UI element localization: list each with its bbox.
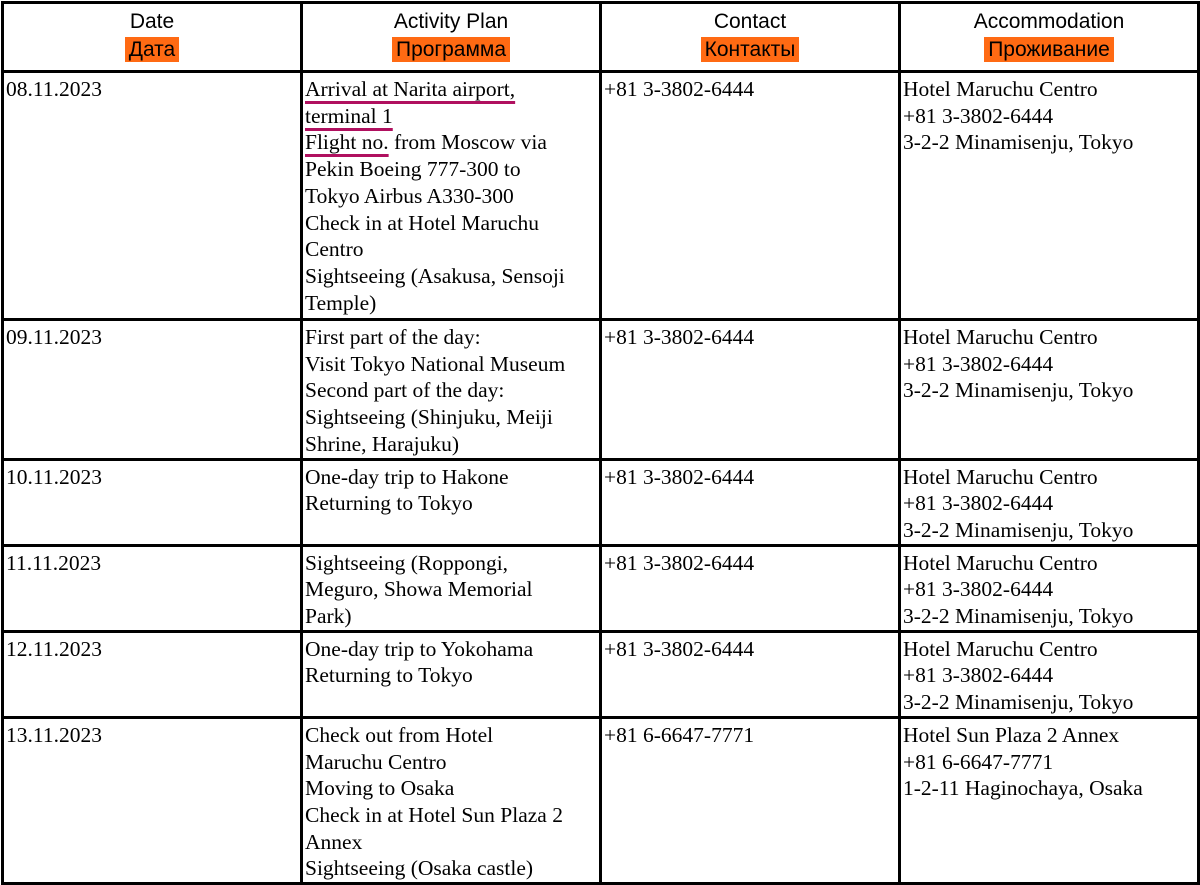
header-contact-ru: Контакты bbox=[701, 37, 800, 62]
plan-line: Annex bbox=[305, 829, 363, 854]
plan-line: One-day trip to Yokohama bbox=[305, 636, 534, 661]
plan-line: Second part of the day: bbox=[305, 378, 505, 403]
plan-line-flight-no: Flight no. bbox=[305, 130, 389, 155]
accommodation-cell bbox=[900, 72, 1199, 320]
hotel-phone: +81 6-6647-7771 bbox=[903, 749, 1054, 774]
date-cell bbox=[3, 72, 302, 320]
header-contact bbox=[601, 3, 900, 72]
hotel-address: 1-2-11 Haginochaya, Osaka bbox=[903, 776, 1143, 801]
accommodation-cell bbox=[900, 320, 1199, 460]
plan-line: Park) bbox=[305, 604, 352, 629]
contact-phone: +81 3-3802-6444 bbox=[604, 464, 755, 489]
header-date bbox=[3, 3, 302, 72]
hotel-name: Hotel Maruchu Centro bbox=[903, 550, 1098, 575]
plan-line: Returning to Tokyo bbox=[305, 491, 473, 516]
contact-cell bbox=[601, 631, 900, 717]
contact-phone: +81 6-6647-7771 bbox=[604, 722, 755, 747]
plan-line: Sightseeing (Shinjuku, Meiji bbox=[305, 405, 553, 430]
plan-line: Tokyo Airbus A330-300 bbox=[305, 183, 514, 208]
activity-plan-cell bbox=[302, 717, 601, 883]
contact-cell bbox=[601, 545, 900, 631]
plan-line: Arrival at Narita airport, bbox=[305, 77, 516, 101]
header-accommodation-en: Accommodation bbox=[973, 10, 1125, 33]
hotel-address: 3-2-2 Minamisenju, Tokyo bbox=[903, 517, 1134, 542]
hotel-address: 3-2-2 Minamisenju, Tokyo bbox=[903, 604, 1134, 629]
date-text: 09.11.2023 bbox=[6, 325, 102, 349]
header-date-ru: Дата bbox=[125, 37, 180, 62]
contact-phone: +81 3-3802-6444 bbox=[604, 325, 755, 349]
table-row bbox=[3, 320, 1199, 460]
plan-line: Returning to Tokyo bbox=[305, 663, 473, 688]
contact-phone: +81 3-3802-6444 bbox=[604, 550, 755, 575]
date-text: 08.11.2023 bbox=[6, 77, 102, 101]
plan-line: Visit Tokyo National Museum bbox=[305, 351, 566, 376]
plan-line: Centro bbox=[305, 237, 364, 262]
table-row bbox=[3, 631, 1199, 717]
header-activity-plan-en: Activity Plan bbox=[393, 10, 509, 33]
plan-line: First part of the day: bbox=[305, 325, 481, 349]
hotel-address: 3-2-2 Minamisenju, Tokyo bbox=[903, 130, 1134, 155]
contact-phone: +81 3-3802-6444 bbox=[604, 77, 755, 101]
plan-line: Sightseeing (Asakusa, Sensoji bbox=[305, 263, 565, 288]
hotel-name: Hotel Maruchu Centro bbox=[903, 636, 1098, 661]
hotel-phone: +81 3-3802-6444 bbox=[903, 491, 1054, 516]
header-accommodation-ru: Проживание bbox=[984, 37, 1114, 62]
plan-line: from Moscow via bbox=[388, 130, 547, 155]
hotel-phone: +81 3-3802-6444 bbox=[903, 577, 1054, 602]
contact-cell bbox=[601, 459, 900, 545]
plan-line: Check out from Hotel bbox=[305, 722, 494, 747]
plan-line: Sightseeing (Roppongi, bbox=[305, 550, 509, 575]
plan-line: Sightseeing (Osaka castle) bbox=[305, 856, 534, 881]
date-cell bbox=[3, 320, 302, 460]
hotel-name: Hotel Maruchu Centro bbox=[903, 77, 1098, 101]
plan-line: Pekin Boeing 777-300 to bbox=[305, 157, 521, 182]
date-cell bbox=[3, 459, 302, 545]
activity-plan-cell bbox=[302, 72, 601, 320]
hotel-name: Hotel Sun Plaza 2 Annex bbox=[903, 722, 1120, 747]
contact-cell bbox=[601, 320, 900, 460]
date-text: 10.11.2023 bbox=[6, 464, 102, 489]
itinerary-table bbox=[1, 1, 1200, 885]
hotel-phone: +81 3-3802-6444 bbox=[903, 663, 1054, 688]
accommodation-cell bbox=[900, 545, 1199, 631]
contact-phone: +81 3-3802-6444 bbox=[604, 636, 755, 661]
header-accommodation bbox=[900, 3, 1199, 72]
plan-line: terminal 1 bbox=[305, 103, 393, 128]
plan-line: Temple) bbox=[305, 290, 377, 315]
hotel-address: 3-2-2 Minamisenju, Tokyo bbox=[903, 378, 1134, 403]
activity-plan-cell bbox=[302, 545, 601, 631]
date-cell bbox=[3, 717, 302, 883]
plan-line: One-day trip to Hakone bbox=[305, 464, 509, 489]
contact-cell bbox=[601, 717, 900, 883]
plan-line: Shrine, Harajuku) bbox=[305, 431, 460, 456]
accommodation-cell bbox=[900, 459, 1199, 545]
date-text: 13.11.2023 bbox=[6, 722, 102, 747]
table-row bbox=[3, 717, 1199, 883]
header-contact-en: Contact bbox=[713, 10, 787, 33]
activity-plan-cell bbox=[302, 631, 601, 717]
plan-line: Meguro, Showa Memorial bbox=[305, 577, 533, 602]
header-activity-plan bbox=[302, 3, 601, 72]
header-row bbox=[3, 3, 1199, 72]
date-cell bbox=[3, 631, 302, 717]
activity-plan-cell bbox=[302, 320, 601, 460]
plan-line: Moving to Osaka bbox=[305, 776, 455, 801]
date-text: 12.11.2023 bbox=[6, 636, 102, 661]
header-date-en: Date bbox=[129, 10, 175, 33]
date-cell bbox=[3, 545, 302, 631]
accommodation-cell bbox=[900, 717, 1199, 883]
table-row bbox=[3, 459, 1199, 545]
accommodation-cell bbox=[900, 631, 1199, 717]
contact-cell bbox=[601, 72, 900, 320]
hotel-phone: +81 3-3802-6444 bbox=[903, 351, 1054, 376]
plan-line: Check in at Hotel Sun Plaza 2 bbox=[305, 802, 563, 827]
hotel-name: Hotel Maruchu Centro bbox=[903, 325, 1098, 349]
activity-plan-cell bbox=[302, 459, 601, 545]
hotel-address: 3-2-2 Minamisenju, Tokyo bbox=[903, 690, 1134, 715]
date-text: 11.11.2023 bbox=[6, 550, 102, 575]
header-activity-plan-ru: Программа bbox=[392, 37, 510, 62]
table-row bbox=[3, 545, 1199, 631]
table-row bbox=[3, 72, 1199, 320]
plan-line: Maruchu Centro bbox=[305, 749, 447, 774]
plan-line: Check in at Hotel Maruchu bbox=[305, 210, 540, 235]
hotel-phone: +81 3-3802-6444 bbox=[903, 103, 1054, 128]
hotel-name: Hotel Maruchu Centro bbox=[903, 464, 1098, 489]
